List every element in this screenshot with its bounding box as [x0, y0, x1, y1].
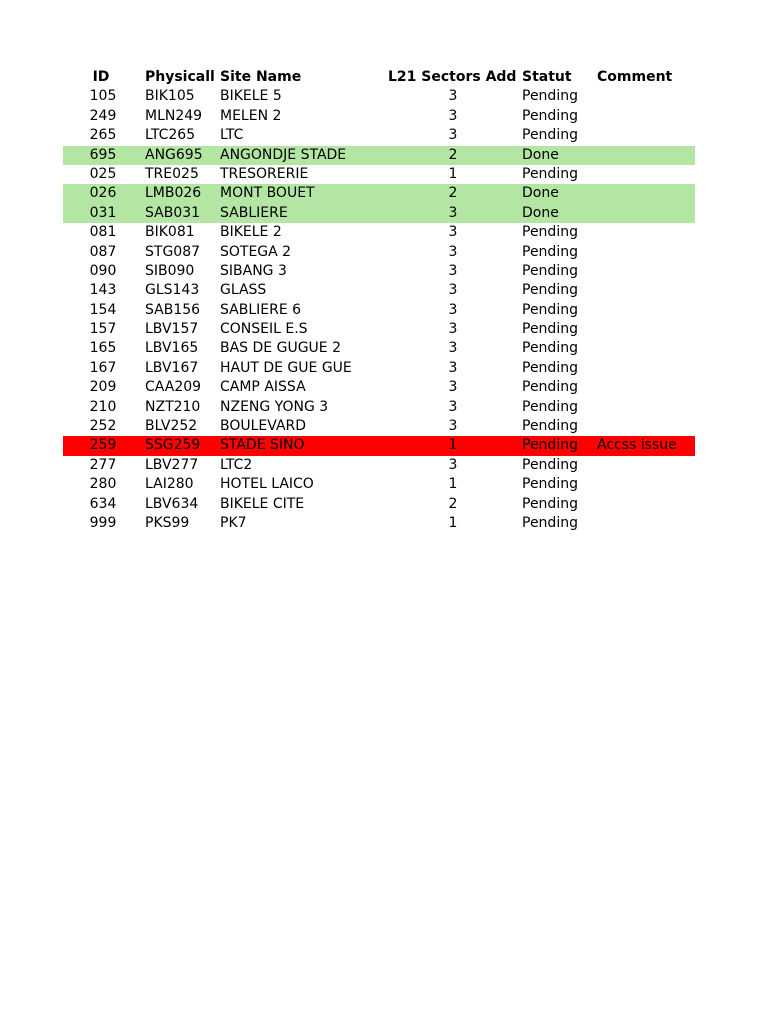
cell-statut: Pending [522, 282, 578, 299]
cell-sectors: 2 [448, 185, 458, 202]
cell-sectors: 2 [448, 495, 458, 512]
cell-statut: Pending [522, 379, 578, 396]
cell-sectors: 3 [448, 107, 458, 124]
cell-comment [597, 514, 695, 533]
cell-physical: MLN249 [145, 107, 203, 124]
table-row [63, 243, 695, 262]
table-row [63, 301, 695, 320]
cell-comment [597, 398, 695, 417]
cell-statut: Pending [522, 340, 578, 357]
cell-sectors: 3 [448, 204, 458, 221]
cell-physical: BIK105 [145, 88, 195, 105]
cell-sectors: 3 [448, 243, 458, 260]
cell-id: 252 [89, 418, 117, 435]
cell-sectors: 3 [448, 379, 458, 396]
cell-statut: Done [522, 146, 559, 163]
cell-comment [597, 184, 695, 203]
cell-physical: SAB031 [145, 204, 201, 221]
cell-id: 265 [89, 127, 117, 144]
cell-sectors: 3 [448, 127, 458, 144]
cell-comment [597, 146, 695, 165]
cell-sectors: 2 [448, 146, 458, 163]
cell-comment [597, 165, 695, 184]
cell-sectors: 3 [448, 224, 458, 241]
cell-id: 165 [89, 340, 117, 357]
cell-statut: Pending [522, 495, 578, 512]
cell-sectors: 1 [448, 165, 458, 182]
cell-id: 209 [89, 379, 117, 396]
cell-comment [597, 204, 695, 223]
cell-site-name: SIBANG 3 [220, 262, 287, 279]
cell-statut: Pending [522, 418, 578, 435]
cell-sectors: 3 [448, 262, 458, 279]
cell-physical: STG087 [145, 243, 201, 260]
cell-physical: SAB156 [145, 301, 201, 318]
header-id: ID [92, 69, 110, 85]
cell-comment [597, 456, 695, 475]
cell-site-name: SABLIERE [220, 204, 288, 221]
cell-comment [597, 475, 695, 494]
cell-sectors: 3 [448, 398, 458, 415]
table-row [63, 204, 695, 223]
cell-statut: Pending [522, 398, 578, 415]
cell-physical: LBV157 [145, 321, 199, 338]
cell-physical: LBV165 [145, 340, 199, 357]
cell-site-name: SOTEGA 2 [220, 243, 292, 260]
cell-comment [597, 301, 695, 320]
cell-id: 280 [89, 476, 117, 493]
cell-statut: Pending [522, 476, 578, 493]
cell-id: 695 [89, 146, 117, 163]
cell-statut: Pending [522, 321, 578, 338]
cell-statut: Pending [522, 127, 578, 144]
header-statut: Statut [522, 69, 572, 85]
cell-site-name: NZENG YONG 3 [220, 398, 329, 415]
cell-comment [597, 87, 695, 106]
cell-physical: CAA209 [145, 379, 202, 396]
cell-id: 025 [89, 165, 117, 182]
cell-sectors: 3 [448, 282, 458, 299]
table-row [63, 87, 695, 106]
cell-site-name: ANGONDJE STADE [220, 146, 347, 163]
cell-comment [597, 223, 695, 242]
cell-physical: TRE025 [145, 165, 199, 182]
table-row [63, 146, 695, 165]
table-row [63, 514, 695, 533]
cell-site-name: CONSEIL E.S [220, 321, 308, 338]
cell-comment: Accss issue [597, 437, 677, 454]
cell-id: 087 [89, 243, 117, 260]
table-row [63, 262, 695, 281]
cell-comment [597, 126, 695, 145]
cell-statut: Pending [522, 301, 578, 318]
site-status-table [63, 68, 695, 533]
header-site-name: Site Name [220, 69, 302, 85]
cell-statut: Pending [522, 165, 578, 182]
cell-id: 090 [89, 262, 117, 279]
cell-sectors: 3 [448, 418, 458, 435]
cell-comment [597, 320, 695, 339]
cell-statut: Pending [522, 243, 578, 260]
cell-statut: Pending [522, 514, 578, 531]
table-row [63, 320, 695, 339]
cell-physical: LAI280 [145, 476, 194, 493]
cell-site-name: GLASS [220, 282, 267, 299]
cell-physical: GLS143 [145, 282, 200, 299]
cell-sectors: 3 [448, 456, 458, 473]
header-comment: Comment [597, 69, 673, 85]
cell-sectors: 1 [448, 476, 458, 493]
cell-site-name: LTC [220, 127, 244, 144]
cell-site-name: BAS DE GUGUE 2 [220, 340, 341, 357]
cell-id: 277 [89, 456, 117, 473]
cell-site-name: BIKELE CITE [220, 495, 305, 512]
header-physical: Physicall [145, 69, 215, 85]
cell-statut: Pending [522, 359, 578, 376]
table-row [63, 398, 695, 417]
table-row [63, 165, 695, 184]
cell-comment [597, 262, 695, 281]
cell-site-name: HAUT DE GUE GUE [220, 359, 352, 376]
cell-statut: Pending [522, 224, 578, 241]
table-row [63, 417, 695, 436]
cell-id: 031 [89, 204, 117, 221]
cell-site-name: TRESORERIE [220, 165, 309, 182]
cell-physical: LMB026 [145, 185, 202, 202]
cell-id: 634 [89, 495, 117, 512]
cell-site-name: HOTEL LAICO [220, 476, 314, 493]
cell-id: 210 [89, 398, 117, 415]
cell-physical: LBV277 [145, 456, 199, 473]
table-row [63, 436, 695, 455]
cell-id: 105 [89, 88, 117, 105]
cell-statut: Pending [522, 107, 578, 124]
cell-sectors: 3 [448, 321, 458, 338]
table-row [63, 184, 695, 203]
cell-site-name: CAMP AISSA [220, 379, 306, 396]
cell-site-name: BIKELE 2 [220, 224, 282, 241]
table-row [63, 281, 695, 300]
cell-comment [597, 417, 695, 436]
cell-sectors: 1 [448, 514, 458, 531]
cell-physical: LBV167 [145, 359, 199, 376]
cell-id: 154 [89, 301, 117, 318]
cell-id: 143 [89, 282, 117, 299]
cell-site-name: MONT BOUET [220, 185, 315, 202]
table-row [63, 456, 695, 475]
cell-comment [597, 378, 695, 397]
cell-sectors: 3 [448, 88, 458, 105]
table-header-row [63, 68, 695, 87]
table-row [63, 223, 695, 242]
table-row [63, 475, 695, 494]
cell-sectors: 3 [448, 340, 458, 357]
cell-physical: BLV252 [145, 418, 198, 435]
cell-id: 999 [89, 514, 117, 531]
table-row [63, 378, 695, 397]
cell-physical: BIK081 [145, 224, 195, 241]
cell-physical: LBV634 [145, 495, 199, 512]
cell-comment [597, 281, 695, 300]
cell-sectors: 3 [448, 359, 458, 376]
cell-id: 259 [89, 437, 117, 454]
cell-statut: Pending [522, 456, 578, 473]
cell-physical: PKS99 [145, 514, 190, 531]
table-row [63, 339, 695, 358]
cell-comment [597, 359, 695, 378]
cell-id: 157 [89, 321, 117, 338]
cell-statut: Pending [522, 88, 578, 105]
cell-physical: LTC265 [145, 127, 196, 144]
cell-sectors: 3 [448, 301, 458, 318]
cell-physical: SIB090 [145, 262, 195, 279]
cell-physical: NZT210 [145, 398, 201, 415]
cell-id: 081 [89, 224, 117, 241]
cell-id: 249 [89, 107, 117, 124]
table-row [63, 107, 695, 126]
cell-comment [597, 339, 695, 358]
cell-statut: Pending [522, 262, 578, 279]
cell-site-name: MELEN 2 [220, 107, 282, 124]
table-body [63, 87, 695, 533]
cell-comment [597, 243, 695, 262]
cell-physical: ANG695 [145, 146, 203, 163]
cell-site-name: STADE SINO [220, 437, 305, 454]
cell-statut: Done [522, 185, 559, 202]
cell-statut: Done [522, 204, 559, 221]
table-row [63, 126, 695, 145]
cell-site-name: BOULEVARD [220, 418, 307, 435]
cell-comment [597, 107, 695, 126]
cell-site-name: BIKELE 5 [220, 88, 282, 105]
cell-site-name: LTC2 [220, 456, 253, 473]
cell-id: 167 [89, 359, 117, 376]
header-sectors: L21 Sectors Add [388, 69, 517, 85]
cell-statut: Pending [522, 437, 578, 454]
table-row [63, 359, 695, 378]
cell-site-name: PK7 [220, 514, 247, 531]
table-row [63, 495, 695, 514]
cell-site-name: SABLIERE 6 [220, 301, 302, 318]
cell-comment [597, 495, 695, 514]
cell-sectors: 1 [448, 437, 458, 454]
cell-physical: SSG259 [145, 437, 201, 454]
cell-id: 026 [89, 185, 117, 202]
